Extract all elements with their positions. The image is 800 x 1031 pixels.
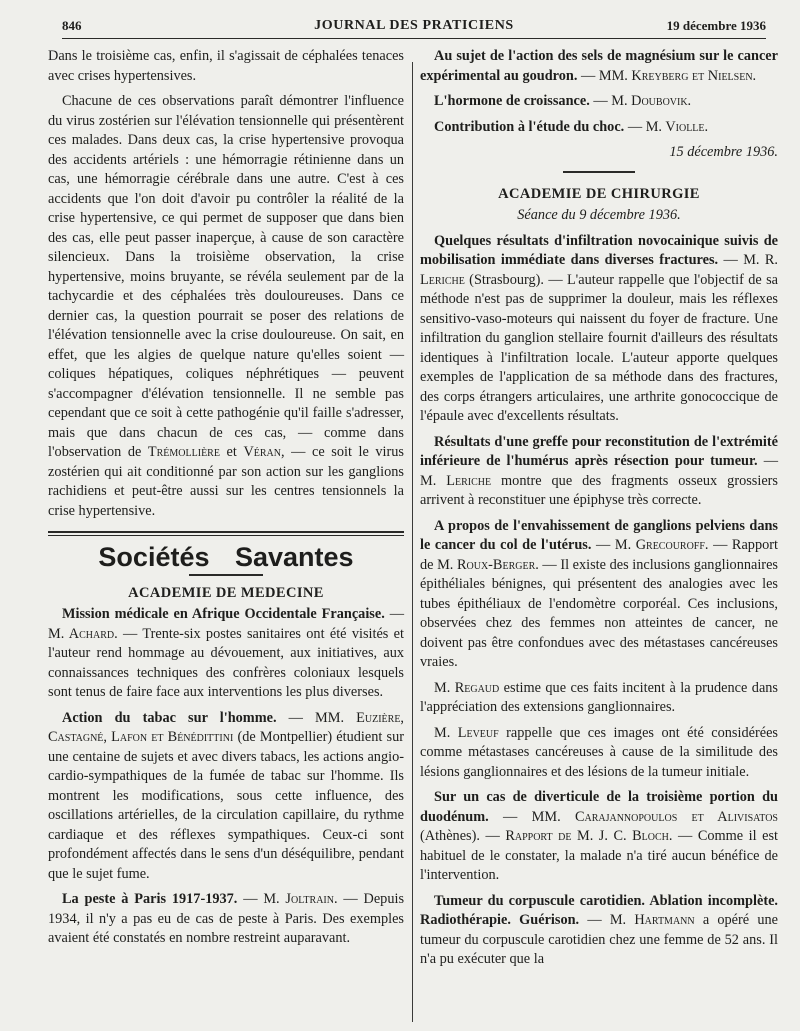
author-name: M. Leveuf [434,724,499,741]
communication-title: Au sujet de l'action des sels de magnésium sur le cancer expérimental au goudron. [420,48,778,84]
author-name: M. Violle. [645,118,709,135]
communication: Action du tabac sur l'homme. — MM. Euzière, Castagné, Lafon et Bénédittini (de Montpellier) étudient sur une centaine de sujets et avec divers tabacs, les actions angio-cardio-sympathiques de la fumée de tabac sur l'homme. Ils montrent les modifications, sous cette influence, des oscillations artérielles, de la circulation capillaire, du rythme cardiaque et des réflexes sympathiques. Ceux-ci sont profondément affectés dans le sens d'un déséquilibre, pendant que le sujet fume. [48,709,404,882]
communication-title: La peste à Paris 1917-1937. [62,891,238,907]
journal-title: JOURNAL DES PRATICIENS [314,18,514,33]
communication: Mission médicale en Afrique Occidentale Française. — M. Achard. — Trente-six postes sanitaires ont été visités et l'auteur rend hommage au dévouement, aux initiatives, aux connaissances techniques des confrères coloniaux lesquels sont tenus de faire face aux interventions les plus diverses. [48,606,404,700]
author-name: M. Grecouroff. [614,537,709,553]
paragraph: M. Leveuf rappelle que ces images ont été considérées comme métastases cancéreuses à cause de la similitude des lésions ganglionnaires et des lésions de la tumeur initiale. [420,724,778,780]
communication-title: L'hormone de croissance. [434,93,590,109]
section-rule [48,531,404,536]
communication-title: Contribution à l'étude du choc. [434,118,625,135]
academy-heading: ACADEMIE DE CHIRURGIE [498,185,700,202]
communication: Tumeur du corpuscule carotidien. Ablation incomplète. Radiothérapie. Guérison. — M. Hartmann a opéré une tumeur du corpuscule carotidien chez une femme de 52 ans. Il n'a pu exécuter que la [420,892,778,967]
communication: Résultats d'une greffe pour reconstitution de l'extrémité inférieure de l'humérus après résection pour tumeur. — M. Leriche montre que des fragments osseux grossiers arrivent à reconstituer une épiphyse très correcte. [420,433,778,508]
communication: A propos de l'envahissement de ganglions pelviens dans le cancer du col de l'utérus. — M. Grecouroff. — Rapport de M. Roux-Berger. — Il existe des inclusions ganglionnaires épithéliales bénignes, qui présentent des analogies avec les tubes épithéliaux de l'endomètre corporéal. Ces inclusions, observées chez des femmes non atteintes de cancer, ne doivent pas être confondues avec des métastases cancéreuses vraies. [420,517,778,670]
communication-title: Tumeur du corpuscule carotidien. Ablation incomplète. Radiothérapie. Guérison. [420,892,778,928]
communication: L'hormone de croissance. — M. Doubovik. [434,93,692,109]
page-number: 846 [62,18,82,33]
communication: Au sujet de l'action des sels de magnésium sur le cancer expérimental au goudron. — MM. Kreyberg et Nielsen. [420,48,778,84]
issue-date: 19 décembre 1936 [666,18,766,33]
communication: Quelques résultats d'infiltration novocainique suivis de mobilisation immédiate dans diverses fractures. — M. R. Leriche (Strasbourg). — L'auteur rappelle que l'objectif de sa méthode n'est pas de supprimer la douleur, mais les réflexes sensitivo-vaso-moteurs qui naissent du foyer de fracture. Une infiltration du ganglion stellaire fournit d'ailleurs des résultats identiques à l'infiltration locale. L'auteur apporte quelques exemples de l'application de sa méthode dans des fractures, des corps étrangers articulaires, une arthrite gonococcique de l'épaule avec d'excellents résultats. [420,232,778,424]
communication-title: Résultats d'une greffe pour reconstitution de l'extrémité inférieure de l'humérus après résection pour tumeur. [420,433,778,469]
communication-title: Mission médicale en Afrique Occidentale Française. [62,606,385,622]
column-divider [412,62,413,1022]
author-name: M. Roux-Berger. [437,556,539,573]
author-name: M. R. Leriche [420,252,778,288]
communication-title: A propos de l'envahissement de ganglions pelviens dans le cancer du col de l'utérus. [420,517,778,553]
author-name: M. Achard. [48,625,118,642]
running-header [62,16,766,39]
separator-rule [563,171,635,173]
communication: La peste à Paris 1917-1937. — M. Joltrain. — Depuis 1934, il n'y a pas eu de cas de peste à Paris. Des exemples avaient été constatés en nombre restreint auparavant. [48,891,405,946]
paragraph: Chacune de ces observations paraît démontrer l'influence du virus zostérien sur l'élévation tensionnelle qui présentèrent ces malades. Dans deux cas, la crise hypertensive provoqua des accidents artériels : une hémorragie rétinienne dans un cas, une hémorragie cérébrale dans une autre. C'est à ces accidents que l'on doit d'avoir pu contrôler la réalité de la crise hypertensive, ce qui permet de supposer que dans bien des cas, elle peut passer inaperçue, à cause de son caractère silencieux. Dans la troisième observation, la crise hypertensive, moins bruyante, se révéla seulement par de la tachycardie et des céphalées très douloureuses. Dans ce dernier cas, la question pourrait se poser des relations de l'élévation tensionnelle avec la crise douloureuse. On sait, en effet, que les algies de quelque nature qu'elles soient — coliques hépatiques, coliques néphrétiques — peuvent s'accompagner d'élévation tensionnelle. Il ne semble pas cependant que ce soit à cette pathogénie qu'il faille s'adresser, mais que dans chacun de ces cas, — comme dans l'observation de Trémollière et Véran, — ce soit le virus zostérien qui ait conditionné par son action sur les ganglions rachidiens et peut-être aussi sur les centres tensionnels la crise hypertensive. [48,93,404,519]
author-name: MM. Euzière, Castagné, Lafon et Bénédittini [48,709,404,745]
author-name: M. Leriche [420,472,492,489]
communication-title: Quelques résultats d'infiltration novocainique suivis de mobilisation immédiate dans diverses fractures. [420,232,778,268]
author-name: M. Doubovik. [611,93,692,109]
author-name: M. Joltrain. [263,891,338,907]
left-column [48,47,404,955]
title-underline [189,574,263,576]
academy-heading: ACADEMIE DE MEDECINE [128,584,324,601]
author-name: M. Regaud [434,679,500,696]
paragraph: Dans le troisième cas, enfin, il s'agissait de céphalées tenaces avec crises hypertensives. [48,48,404,84]
section-title: Sociétés Savantes [98,542,354,572]
author-name: MM. Kreyberg et Nielsen. [598,67,757,84]
right-column [420,47,778,976]
author-name: Véran [243,444,281,460]
author-name: Rapport de M. J. C. Bloch. [505,828,673,844]
communication: Contribution à l'étude du choc. — M. Violle. [434,118,709,135]
author-name: Trémollière [147,444,220,460]
communication: Sur un cas de diverticule de la troisième portion du duodénum. — MM. Carajannopoulos et Alivisatos (Athènes). — Rapport de M. J. C. Bloch. — Comme il est habituel de le constater, la malade n'a tiré aucun bénéfice de l'intervention. [420,789,778,883]
communication-title: Sur un cas de diverticule de la troisième portion du duodénum. [420,789,778,825]
author-name: MM. Carajannopoulos et Alivisatos [531,808,778,825]
author-name: M. Hartmann [609,912,695,928]
communication-title: Action du tabac sur l'homme. [62,709,277,726]
session-date: Séance du 9 décembre 1936. [517,207,681,223]
dateline: 15 décembre 1936. [669,144,778,160]
paragraph: M. Regaud estime que ces faits incitent à la prudence dans l'appréciation des extensions ganglionnaires. [420,679,778,715]
